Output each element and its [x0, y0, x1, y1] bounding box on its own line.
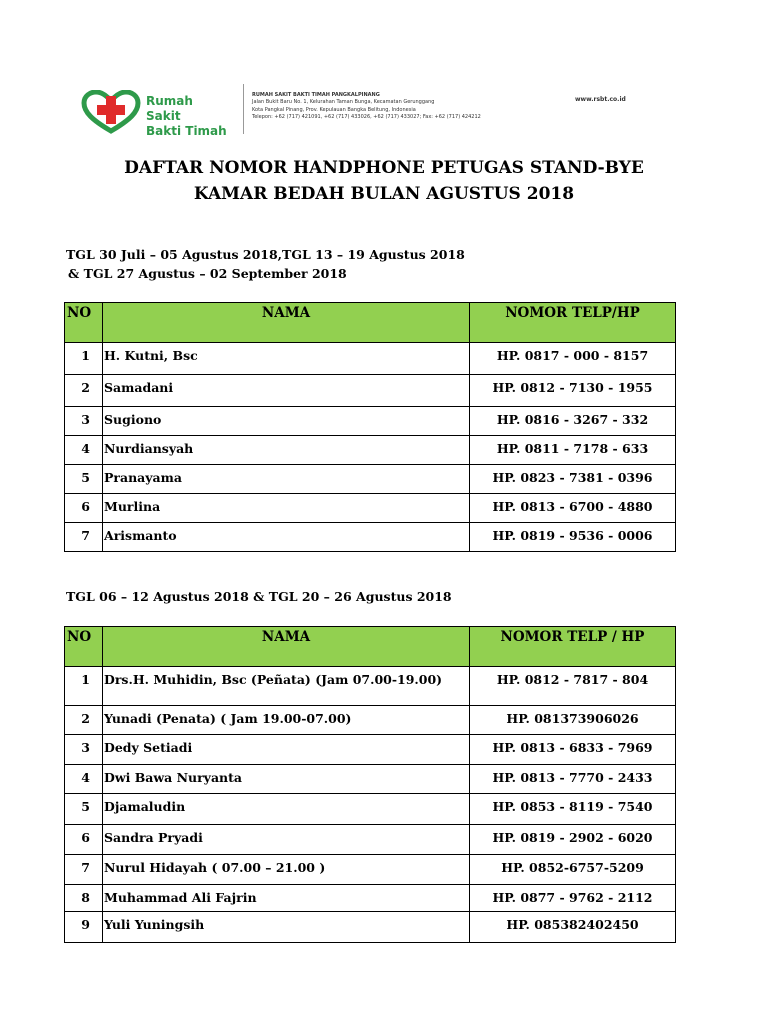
row-name: Arismanto — [103, 523, 470, 552]
row-number: 4 — [65, 436, 103, 465]
row-name: Pranayama — [103, 465, 470, 494]
table-row — [65, 465, 676, 494]
row-phone: HP. 0853 - 8119 - 7540 — [470, 794, 676, 825]
staff-table-2 — [64, 626, 676, 943]
table-row — [65, 855, 676, 885]
document-title-line2: KAMAR BEDAH BULAN AGUSTUS 2018 — [193, 184, 575, 204]
row-name: Dwi Bawa Nuryanta — [103, 765, 470, 794]
row-number: 5 — [65, 794, 103, 825]
row-name: Drs.H. Muhidin, Bsc (Peñata) (Jam 07.00-19.00) — [103, 667, 470, 706]
website: www.rsbt.co.id — [575, 96, 626, 103]
hospital-info — [252, 92, 481, 122]
staff-table-1 — [64, 302, 676, 552]
row-number: 2 — [65, 706, 103, 735]
row-name: Muhammad Ali Fajrin — [103, 885, 470, 912]
row-name: Sandra Pryadi — [103, 825, 470, 855]
table-row — [65, 794, 676, 825]
row-phone: HP. 085382402450 — [470, 912, 676, 943]
address-line1: Jalan Bukit Baru No. 1, Kelurahan Taman Bunga, Kecamatan Gerunggang — [252, 99, 435, 106]
row-phone: HP. 0852-6757-5209 — [470, 855, 676, 885]
row-phone: HP. 0816 - 3267 - 332 — [470, 407, 676, 436]
header-no: NO — [65, 303, 103, 343]
row-name: Nurul Hidayah ( 07.00 – 21.00 ) — [103, 855, 470, 885]
row-number: 4 — [65, 765, 103, 794]
row-name: Yunadi (Penata) ( Jam 19.00-07.00) — [103, 706, 470, 735]
row-phone: HP. 0813 - 6700 - 4880 — [470, 494, 676, 523]
table-row — [65, 825, 676, 855]
row-phone: HP. 0813 - 6833 - 7969 — [470, 735, 676, 765]
row-name: H. Kutni, Bsc — [103, 343, 470, 375]
logo-line1: Rumah Sakit — [146, 94, 193, 123]
header-divider — [243, 84, 244, 134]
section1-period-line1: TGL 30 Juli – 05 Agustus 2018,TGL 13 – 19 Agustus 2018 — [66, 247, 465, 262]
row-phone: HP. 0811 - 7178 - 633 — [470, 436, 676, 465]
row-number: 6 — [65, 825, 103, 855]
table-header-row — [65, 627, 676, 667]
table-row — [65, 523, 676, 552]
row-phone: HP. 0819 - 2902 - 6020 — [470, 825, 676, 855]
row-number: 5 — [65, 465, 103, 494]
row-phone: HP. 0813 - 7770 - 2433 — [470, 765, 676, 794]
row-number: 1 — [65, 343, 103, 375]
row-phone: HP. 0812 - 7130 - 1955 — [470, 375, 676, 407]
table-row — [65, 706, 676, 735]
table-row — [65, 735, 676, 765]
table-row — [65, 885, 676, 912]
row-phone: HP. 0819 - 9536 - 0006 — [470, 523, 676, 552]
table-row — [65, 343, 676, 375]
logo-line2: Bakti Timah — [146, 124, 227, 138]
letterhead — [80, 84, 640, 140]
row-number: 3 — [65, 407, 103, 436]
row-name: Sugiono — [103, 407, 470, 436]
table-row — [65, 494, 676, 523]
table-row — [65, 375, 676, 407]
table-row — [65, 765, 676, 794]
row-phone: HP. 081373906026 — [470, 706, 676, 735]
table-row — [65, 436, 676, 465]
address-line2: Kota Pangkal Pinang, Prov. Kepulauan Bangka Belitung, Indonesia — [252, 106, 416, 113]
row-number: 8 — [65, 885, 103, 912]
row-number: 3 — [65, 735, 103, 765]
row-phone: HP. 0817 - 000 - 8157 — [470, 343, 676, 375]
row-name: Nurdiansyah — [103, 436, 470, 465]
logo-text — [146, 94, 230, 139]
table-header-row — [65, 303, 676, 343]
row-phone: HP. 0812 - 7817 - 804 — [470, 667, 676, 706]
cross-heart-icon — [80, 90, 142, 134]
header-name: NAMA — [103, 627, 470, 667]
table-row — [65, 407, 676, 436]
table-row — [65, 667, 676, 706]
row-name: Murlina — [103, 494, 470, 523]
section2-period: TGL 06 – 12 Agustus 2018 & TGL 20 – 26 Agustus 2018 — [66, 589, 452, 604]
phone-fax: Telepon: +62 (717) 421091, +62 (717) 433026, +62 (717) 433027; Fax: +62 (717) 424212 — [252, 114, 481, 121]
table-row — [65, 912, 676, 943]
row-number: 2 — [65, 375, 103, 407]
row-number: 6 — [65, 494, 103, 523]
header-phone: NOMOR TELP/HP — [470, 303, 676, 343]
row-number: 7 — [65, 855, 103, 885]
header-phone: NOMOR TELP / HP — [470, 627, 676, 667]
header-name: NAMA — [103, 303, 470, 343]
header-no: NO — [65, 627, 103, 667]
row-phone: HP. 0823 - 7381 - 0396 — [470, 465, 676, 494]
hospital-logo — [80, 90, 230, 138]
row-name: Dedy Setiadi — [103, 735, 470, 765]
row-number: 9 — [65, 912, 103, 943]
section1-period-line2: & TGL 27 Agustus – 02 September 2018 — [68, 266, 347, 281]
row-name: Samadani — [103, 375, 470, 407]
row-name: Djamaludin — [103, 794, 470, 825]
row-number: 7 — [65, 523, 103, 552]
document-title-line1: DAFTAR NOMOR HANDPHONE PETUGAS STAND-BYE — [124, 158, 644, 178]
hospital-name: RUMAH SAKIT BAKTI TIMAH PANGKALPINANG — [252, 92, 380, 98]
row-phone: HP. 0877 - 9762 - 2112 — [470, 885, 676, 912]
row-number: 1 — [65, 667, 103, 706]
row-name: Yuli Yuningsih — [103, 912, 470, 943]
